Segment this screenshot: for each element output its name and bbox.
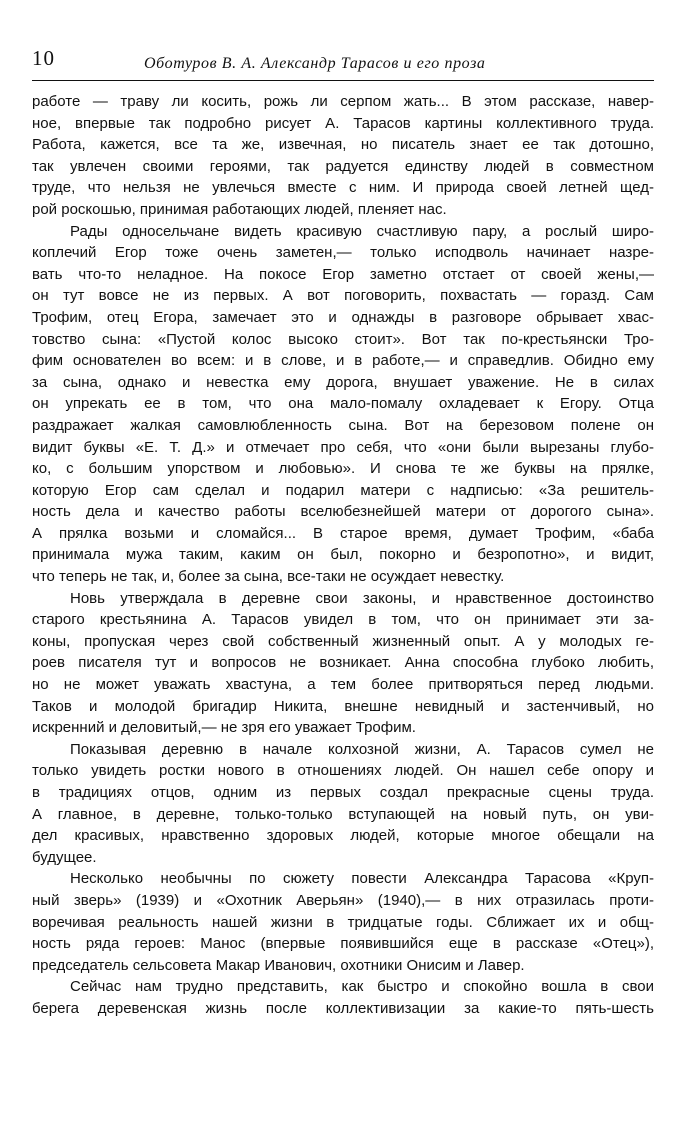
text-line: коплечий Егор тоже очень заметен,— только исподволь начинает назре-	[32, 244, 654, 262]
text-line: только увидеть ростки нового в отношениях людей. Он нашел себе опору и	[32, 762, 654, 780]
text-line: видит буквы «Е. Т. Д.» и отмечает про себя, что «они были вырезаны глубо-	[32, 438, 654, 456]
text-line: коны, пропуская через свой собственный жизненный опыт. А у молодых ге-	[32, 632, 654, 650]
text-line: председатель сельсовета Макар Иванович, охотники Онисим и Лавер.	[32, 956, 525, 974]
text-line: труде, что нельзя не увлечься вместе с ним. И природа своей летней щед-	[32, 179, 654, 197]
text-line: Несколько необычны по сюжету повести Александра Тарасова «Круп-	[70, 870, 654, 888]
text-line: ность ряда героев: Манос (впервые появившийся еще в рассказе «Отец»),	[32, 935, 654, 953]
text-line: Показывая деревню в начале колхозной жизни, А. Тарасов сумел не	[70, 740, 654, 758]
text-line: будущее.	[32, 848, 97, 866]
text-line: А прялка возьми и сломайся... В старое время, думает Трофим, «баба	[32, 524, 654, 542]
text-line: искренний и деловитый,— не зря его уважает Трофим.	[32, 719, 416, 737]
text-line: ко, с большим упорством и любовью». И снова те же буквы на прялке,	[32, 460, 654, 478]
text-line: Сейчас нам трудно представить, как быстро и спокойно вошла в свои	[70, 978, 654, 996]
paragraph	[32, 976, 654, 1019]
paragraph	[32, 868, 654, 976]
text-line: но не может уважать хвастуна, а тем более притворяться перед людьми.	[32, 676, 654, 694]
text-line: роев писателя тут и вопросов не возникает. Анна способна глубоко любить,	[32, 654, 654, 672]
text-line: воречивая реальность нашей жизни в тридцатые годы. Сближает их и общ-	[32, 913, 654, 931]
body-text	[32, 91, 654, 1020]
text-line: товство сына: «Пустой колос высоко стоит». Вот так по-крестьянски Тро-	[32, 330, 654, 348]
text-line: ное, впервые так подробно рисует А. Тарасов картины коллективного труда.	[32, 114, 654, 132]
text-line: Трофим, отец Егора, замечает это и однажды в разговоре обрывает хвас-	[32, 308, 654, 326]
text-line: Таков и молодой бригадир Никита, внешне невидный и застенчивый, но	[32, 697, 654, 715]
text-line: старого крестьянина А. Тарасов увидел в том, что он принимает эти за-	[32, 611, 654, 629]
text-line: он тут вовсе не из первых. А вот поговорить, похвастать — горазд. Сам	[32, 287, 654, 305]
text-line: ность дела и качество работы вселюбезнейшей матери от дорогого сына».	[32, 503, 654, 521]
text-line: которую Егор сам сделал и подарил матери с надписью: «За решитель-	[32, 481, 654, 499]
page-header	[32, 46, 654, 76]
paragraph	[32, 588, 654, 739]
text-line: Новь утверждала в деревне свои законы, и нравственное достоинство	[70, 589, 654, 607]
text-line: дел красивых, нравственно здоровых людей, которые многое обещали на	[32, 827, 654, 845]
text-line: он упрекать ее в том, что она мало-помалу охладевает к Егору. Отца	[32, 395, 654, 413]
text-line: в традициях отцов, одним из первых создал прекрасные сцены труда.	[32, 784, 654, 801]
text-line: ный зверь» (1939) и «Охотник Аверьян» (1940),— в них отразилась проти-	[32, 891, 654, 909]
text-line: Рады односельчане видеть красивую счастливую пару, а рослый широ-	[70, 222, 654, 240]
text-line: рой роскошью, принимая работающих людей, пленяет нас.	[32, 200, 447, 218]
page-number: 10	[32, 46, 55, 70]
text-line: что теперь не так, и, более за сына, все-таки не осуждает невестку.	[32, 568, 505, 586]
text-line: так увлечен своими героями, так радуется единству людей в совместном	[32, 157, 654, 175]
text-line: вать что-то неладное. На покосе Егор заметно отстает от своей жены,—	[32, 265, 654, 283]
text-line: Работа, кажется, все та же, извечная, но писатель знает ее так дотошно,	[32, 136, 654, 154]
running-title: Оботуров В. А. Александр Тарасов и его проза	[144, 55, 486, 72]
text-line: А главное, в деревне, только-только вступающей на новый путь, он уви-	[32, 805, 654, 823]
paragraph	[32, 91, 654, 221]
paragraph	[32, 221, 654, 588]
text-line: фим основателен во всем: и в слове, и в работе,— и справедлив. Обидно ему	[32, 352, 654, 370]
paragraph	[32, 739, 654, 869]
text-line: принимала мужа таким, каким он был, покорно и безропотно», и видит,	[32, 546, 654, 564]
header-rule	[32, 80, 654, 81]
text-line: раздражает жалкая самовлюбленность сына. Вот на березовом полене он	[32, 416, 654, 434]
text-line: за сына, однако и невестка ему дорога, внушает уважение. Не в силах	[32, 373, 654, 391]
text-line: работе — траву ли косить, рожь ли серпом жать... В этом рассказе, навер-	[32, 93, 654, 110]
text-line: берега деревенская жизнь после коллективизации за какие-то пять-шесть	[32, 999, 654, 1017]
